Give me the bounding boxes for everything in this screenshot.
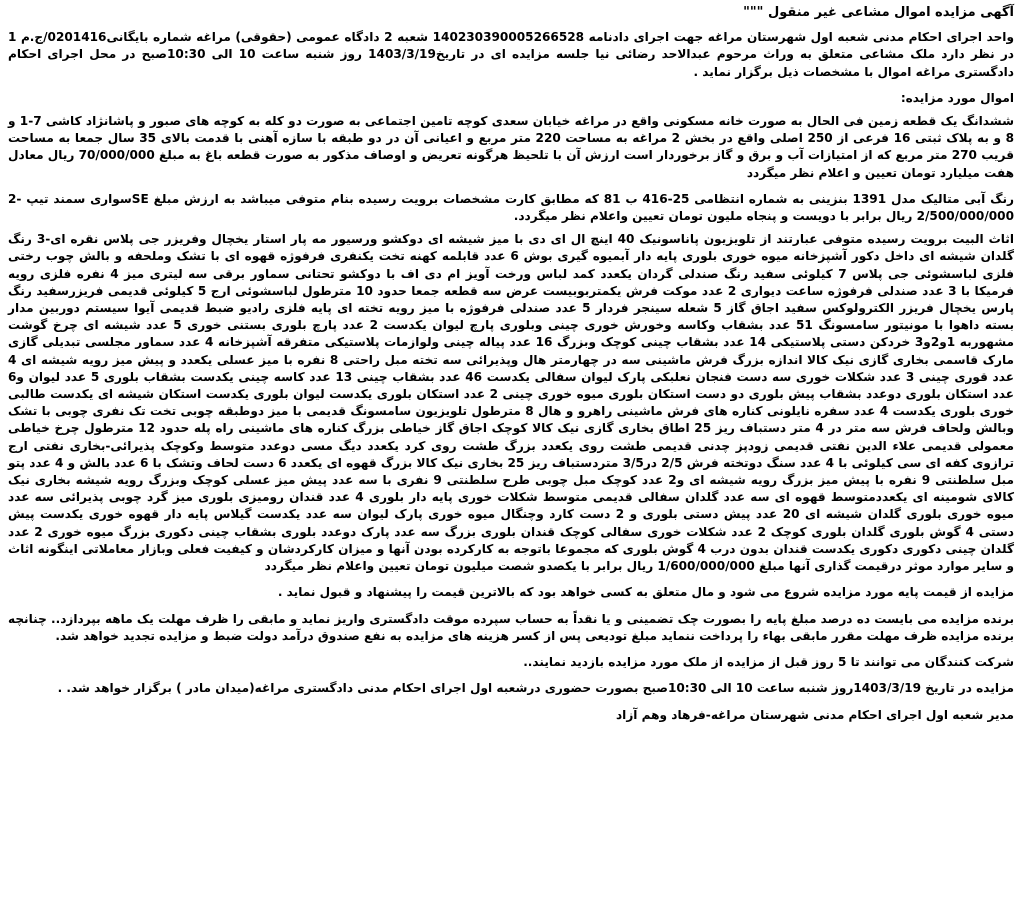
terms-deposit: برنده مزایده می بایست ده درصد مبلغ پایه را بصورت چک تضمینی و یا نقداً به حساب سپرده موقت دادگستری واریز نماید و مابقی را ظرف مهلت یک ماهه بپردازد.. چنانچه برنده مزایده ظرف مهلت مقرر مابقی بهاء را پرداخت ننماید مبلغ تودیعی پس از کسر هزینه های مزایده به نفع صندوق درآمد دولت ضبط و مزایده تجدید خواهد شد.	[8, 611, 1014, 643]
property-section-label: اموال مورد مزایده:	[900, 90, 1014, 105]
terms-visit: شرکت کنندگان می توانند تا 5 روز قبل از مزایده از ملک مورد مزایده بازدید نمایند..	[523, 654, 1014, 669]
property-item-car: رنگ آبی متالیک مدل 1391 بنزینی به شماره انتظامی 25-416 ب 81 که مطابق کارت مشخصات برویت رسیده بنام متوفی میباشد به ارزش مبلغ SEسواری سمند تیپ -2 2/500/000/000 ریال برابر با دویست و پنجاه ملیون تومان تعیین واعلام نظر میگردد.	[8, 191, 1015, 224]
notice-signature: مدیر شعبه اول اجرای احکام مدنی شهرستان مراغه-فرهاد وهم آزاد	[615, 708, 1014, 723]
notice-title: آگهی مزایده اموال مشاعی غیر منقول """	[743, 5, 1014, 20]
notice-intro-paragraph: واحد اجرای احکام مدنی شعبه اول شهرستان مراغه جهت اجرای دادنامه 140230390005266528 شعبه 2 دادگاه عمومی (حقوقی) مراغه شماره بایگانی0201416/ج.م 1 در نظر دارد ملک مشاعی متعلق به وراث مرحوم عبدالاحد رضائی نیا جلسه مزایده ای در تاریخ1403/3/19 روز شنبه ساعت 10 الی 10:30صبح در محل اجرای احکام دادگستری مراغه اموال با مشخصات ذیل برگزار نماید .	[8, 30, 1015, 79]
property-item-land: ششدانگ یک قطعه زمین فی الحال به صورت خانه مسکونی واقع در مراغه خیابان سعدی کوچه تامین اجتماعی به صورت دو کله به کوچه های صبور و پاشانژاد کاشی 7-1 و 8 و به پلاک ثبتی 16 فرعی از 250 اصلی واقع در بخش 2 مراغه به مساحت 220 متر مربع و اعیانی آن در دو طبقه با سازه آهنی با قدمت بالای 35 سال جمعا به مساحت قریب 270 متر مربع که از امتیازات آب و برق و گاز برخوردار است ارزش آن با تلحیظ هرگونه تعریض و اوصاف مذکور به صورت قطعه باغ به مبلغ 70/000/000 ریال معادل هفت میلیارد تومان تعیین و اعلام نظر میگردد	[8, 114, 1015, 180]
property-item-furniture: اثاث البیت برویت رسیده متوفی عبارتند از تلویزیون پاناسونیک 40 اینچ ال ای دی با میز شیشه ای دوکشو ورسیور مه پار استار یخچال وفریزر جی پلاس نقره ای-3 رنگ گلدان شیشه ای داخل دکور آشپزخانه میوه خوری بلوری پایه دار آبمیوه گیری بوش 6 عدد قابلمه کهنه تخت یکنفری فرفوژه قهوه ای با تشک وملحفه و بالش چوب رختی فلزی لباسشوئی جی پلاس 7 کیلوئی سفید رنگ صندلی گردان یکعدد کمد لباس ورخت آویز ام دی اف با دوکشو تحتانی سماور برقی سه لیتری میز 4 نفره فلزی رویه فرمیکا با 3 عدد صندلی فرفوژه ساعت دیواری 2 عدد موکت فرش یکمتربوبیست عرض سه قطعه جمعا حدود 10 مترطول لباسشوئی ارج 5 کیلوئی قدیمی فریزرسفید رنگ پارس یخچال فریزر الکترولوکس سفید اجاق گاز 5 شعله سینجر فردار 5 عدد صندلی فرفوژه با میز رویه تخته ای پایه فلزی رادیو ضبط قدیمی آیوا سیستم دوربین مدار بسته داهوا با مونیتور سامسونگ 51 عدد بشقاب وکاسه وخورش خوری چینی وبلوری پارچ لیوان یکدست 2 عدد پارچ بلوری بستنی خوری 5 عدد شیشه ای چرخ گوشت مشهوربه 1و2و3 خردکن دستی پلاستیکی 14 عدد بشقاب چینی کوچک وبزرگ 16 عدد پیاله چینی ولوازمات پلاستیکی متفرقه آشپزخانه 4 عدد سماور مجلسی تبدیلی گازی مارک قاسمی بخاری گازی نیک کالا اندازه بزرگ فرش ماشینی سه در چهارمتر هال وپذیرائی سه تخته مبل راحتی 8 نفره با میز عسلی یکعدد و پیش میز رویه شیشه ای 4 عدد قوری چینی 3 عدد شکلات خوری سه دست فنجان نعلبکی پارک لیوان سفالی یکدست 46 عدد بشقاب چینی 13 عدد کاسه چینی یکدست بشقاب بلوری 5 عدد لیوان و6 عدد استکان بلوری دوعدد بشقاب پیش بلوری دو دست استکان بلوری میوه خوری چینی 2 عدد استکان بلوری یکدست لیوان بلوری یکدست استکان شیشه ای یکدست طالبی خوری بلوری یکدست 4 عدد سفره نایلونی کناره های فرش ماشینی راهرو و هال 8 مترطول تلویزیون سامسونگ قدیمی با میز دوطبقه چوبی تخت تک نفری چوبی با تشک وبالش ولحاف فرش سه متر در 4 متر دستباف ریز 25 اطاق بخاری گازی نیک کالا کوچک اجاق گاز خیاطی بزرگ کناره های ماشینی راه پله حدود 12 مترطول چرخ خیاطی معمولی قدیمی علاء الدین نفتی قدیمی زودپز چدنی قدیمی طشت روی یکعدد بزرگ طشت روی کرد یکعدد دیگ مسی دوعدد متوسط وکوچک پذیرائی-بخاری نفتی ارج ترازوی کفه ای سی کیلوئی با 4 عدد سنگ دوتخته فرش 2/5 در3/5 متردستباف ریز 25 بخاری نیک کالا بزرگ قهوه ای یکعدد 6 دست لحاف وتشک با 6 عدد بالش و 4 عدد پتو مبل سلطنتی 9 نفره با پیش میز بزرگ رویه شیشه ای و2 عدد کوچک مبل چوبی طرح سلطنتی 9 نفری با سه عدد پیش میز عسلی کوچک وبزرگ رویه شیشه بخاری نیک کالای شومینه ای یکعددمتوسط قهوه ای سه عدد گلدان سفالی قدیمی متوسط شکلات خوری پایه دار بلوری 4 عدد قندان رومیزی بلوری میز گرد چوبی پذیرائی سه عدد میوه خوری بلوری گلدان شیشه ای 20 عدد پیش دستی بلوری و 2 دست کارد وچنگال میوه خوری پارک لیوان سه عدد یکدست گیلاس پایه دار قهوه خوری یکدست پیش دستی 4 گوش بلوری گلدان بلوری کوچک 2 عدد شکلات خوری سفالی کوچک قندان بلوری بزرگ سه عدد پارک دوعدد بلوری بشقاب چینی دکوری بزرگ میوه خوری 2 عدد گلدان چینی دکوری دکوری یکدست قندان بدون درب 4 گوش بلوری که مجموعا باتوجه به کارکرده بودن آنها و میزان کارکردشان و کیفیت فعلی وبازار معاملاتی اینگونه اثاث و سایر موارد موثر درقیمت گذاری آنها مبلغ 1/600/000/000 ریال برابر با یکصدو شصت میلیون تومان تعیین واعلام نظر میگردد	[8, 232, 1015, 574]
terms-starting-price: مزایده از قیمت پایه مورد مزایده شروع می شود و مال متعلق به کسی خواهد بود که بالاترین قیمت را پیشنهاد و قبول نماید .	[277, 585, 1014, 600]
terms-auction-date: مزایده در تاریخ 1403/3/19روز شنبه ساعت 10 الی 10:30صبح بصورت حضوری درشعبه اول اجرای احکام مدنی دادگستری مراغه(میدان مادر ) برگزار خواهد شد. .	[57, 681, 1014, 696]
